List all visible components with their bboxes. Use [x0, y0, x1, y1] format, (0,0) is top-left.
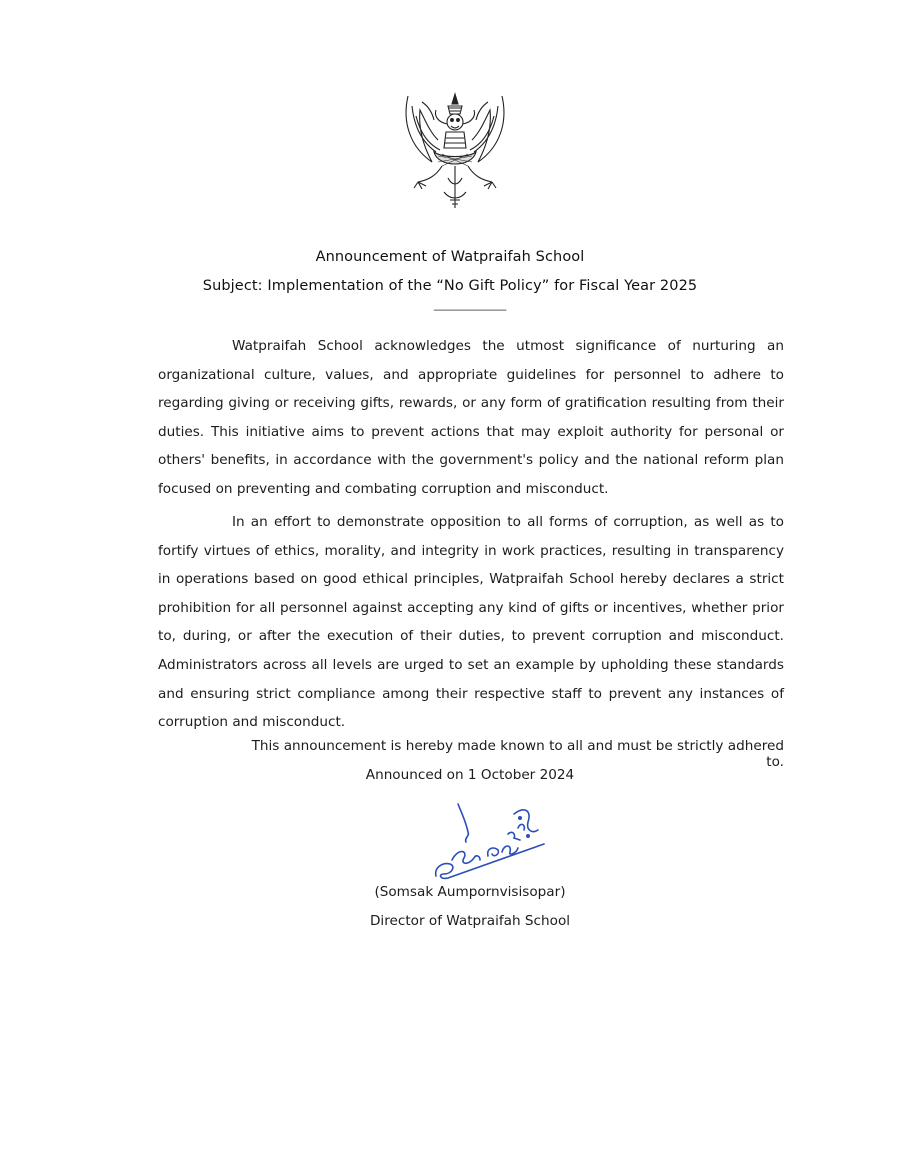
announced-date: Announced on 1 October 2024 [365, 767, 575, 783]
heading-divider: ------------------------------ [433, 305, 506, 316]
closing-statement: This announcement is hereby made known to all and must be strictly adhered to. [251, 738, 784, 770]
body-paragraph-2 [158, 508, 784, 737]
body-paragraph-1 [158, 332, 784, 504]
body-paragraph-1-text: Watpraifah School acknowledges the utmost significance of nurturing an organizational culture, values, and appropriate guidelines for personnel to adhere to regarding giving or receiving gifts, rewards, or any form of gratification resulting from their duties. This initiative aims to prevent actions that may exploit authority for personal or others' benefits, in accordance with the government's policy and the national reform plan focused on preventing and combating corruption and misconduct. [158, 338, 784, 497]
body-paragraph-2-text: In an effort to demonstrate opposition to all forms of corruption, as well as to fortify virtues of ethics, morality, and integrity in work practices, resulting in transparency in operations based on good ethical principles, Watpraifah School hereby declares a strict prohibition for all personnel against accepting any kind of gifts or incentives, whether prior to, during, or after the execution of their duties, to prevent corruption and misconduct. Administrators across all levels are urged to set an example by upholding these standards and ensuring strict compliance among their respective staff to prevent any instances of corruption and misconduct. [158, 514, 784, 731]
announcement-subject: Subject: Implementation of the “No Gift Policy” for Fiscal Year 2025 [202, 278, 698, 294]
signer-name: (Somsak Aumpornvisisopar) [374, 884, 566, 900]
signer-title: Director of Watpraifah School [369, 913, 571, 929]
announcement-heading: Announcement of Watpraifah School [315, 249, 585, 265]
handwritten-signature-icon [428, 800, 552, 884]
garuda-emblem-icon [402, 92, 508, 210]
